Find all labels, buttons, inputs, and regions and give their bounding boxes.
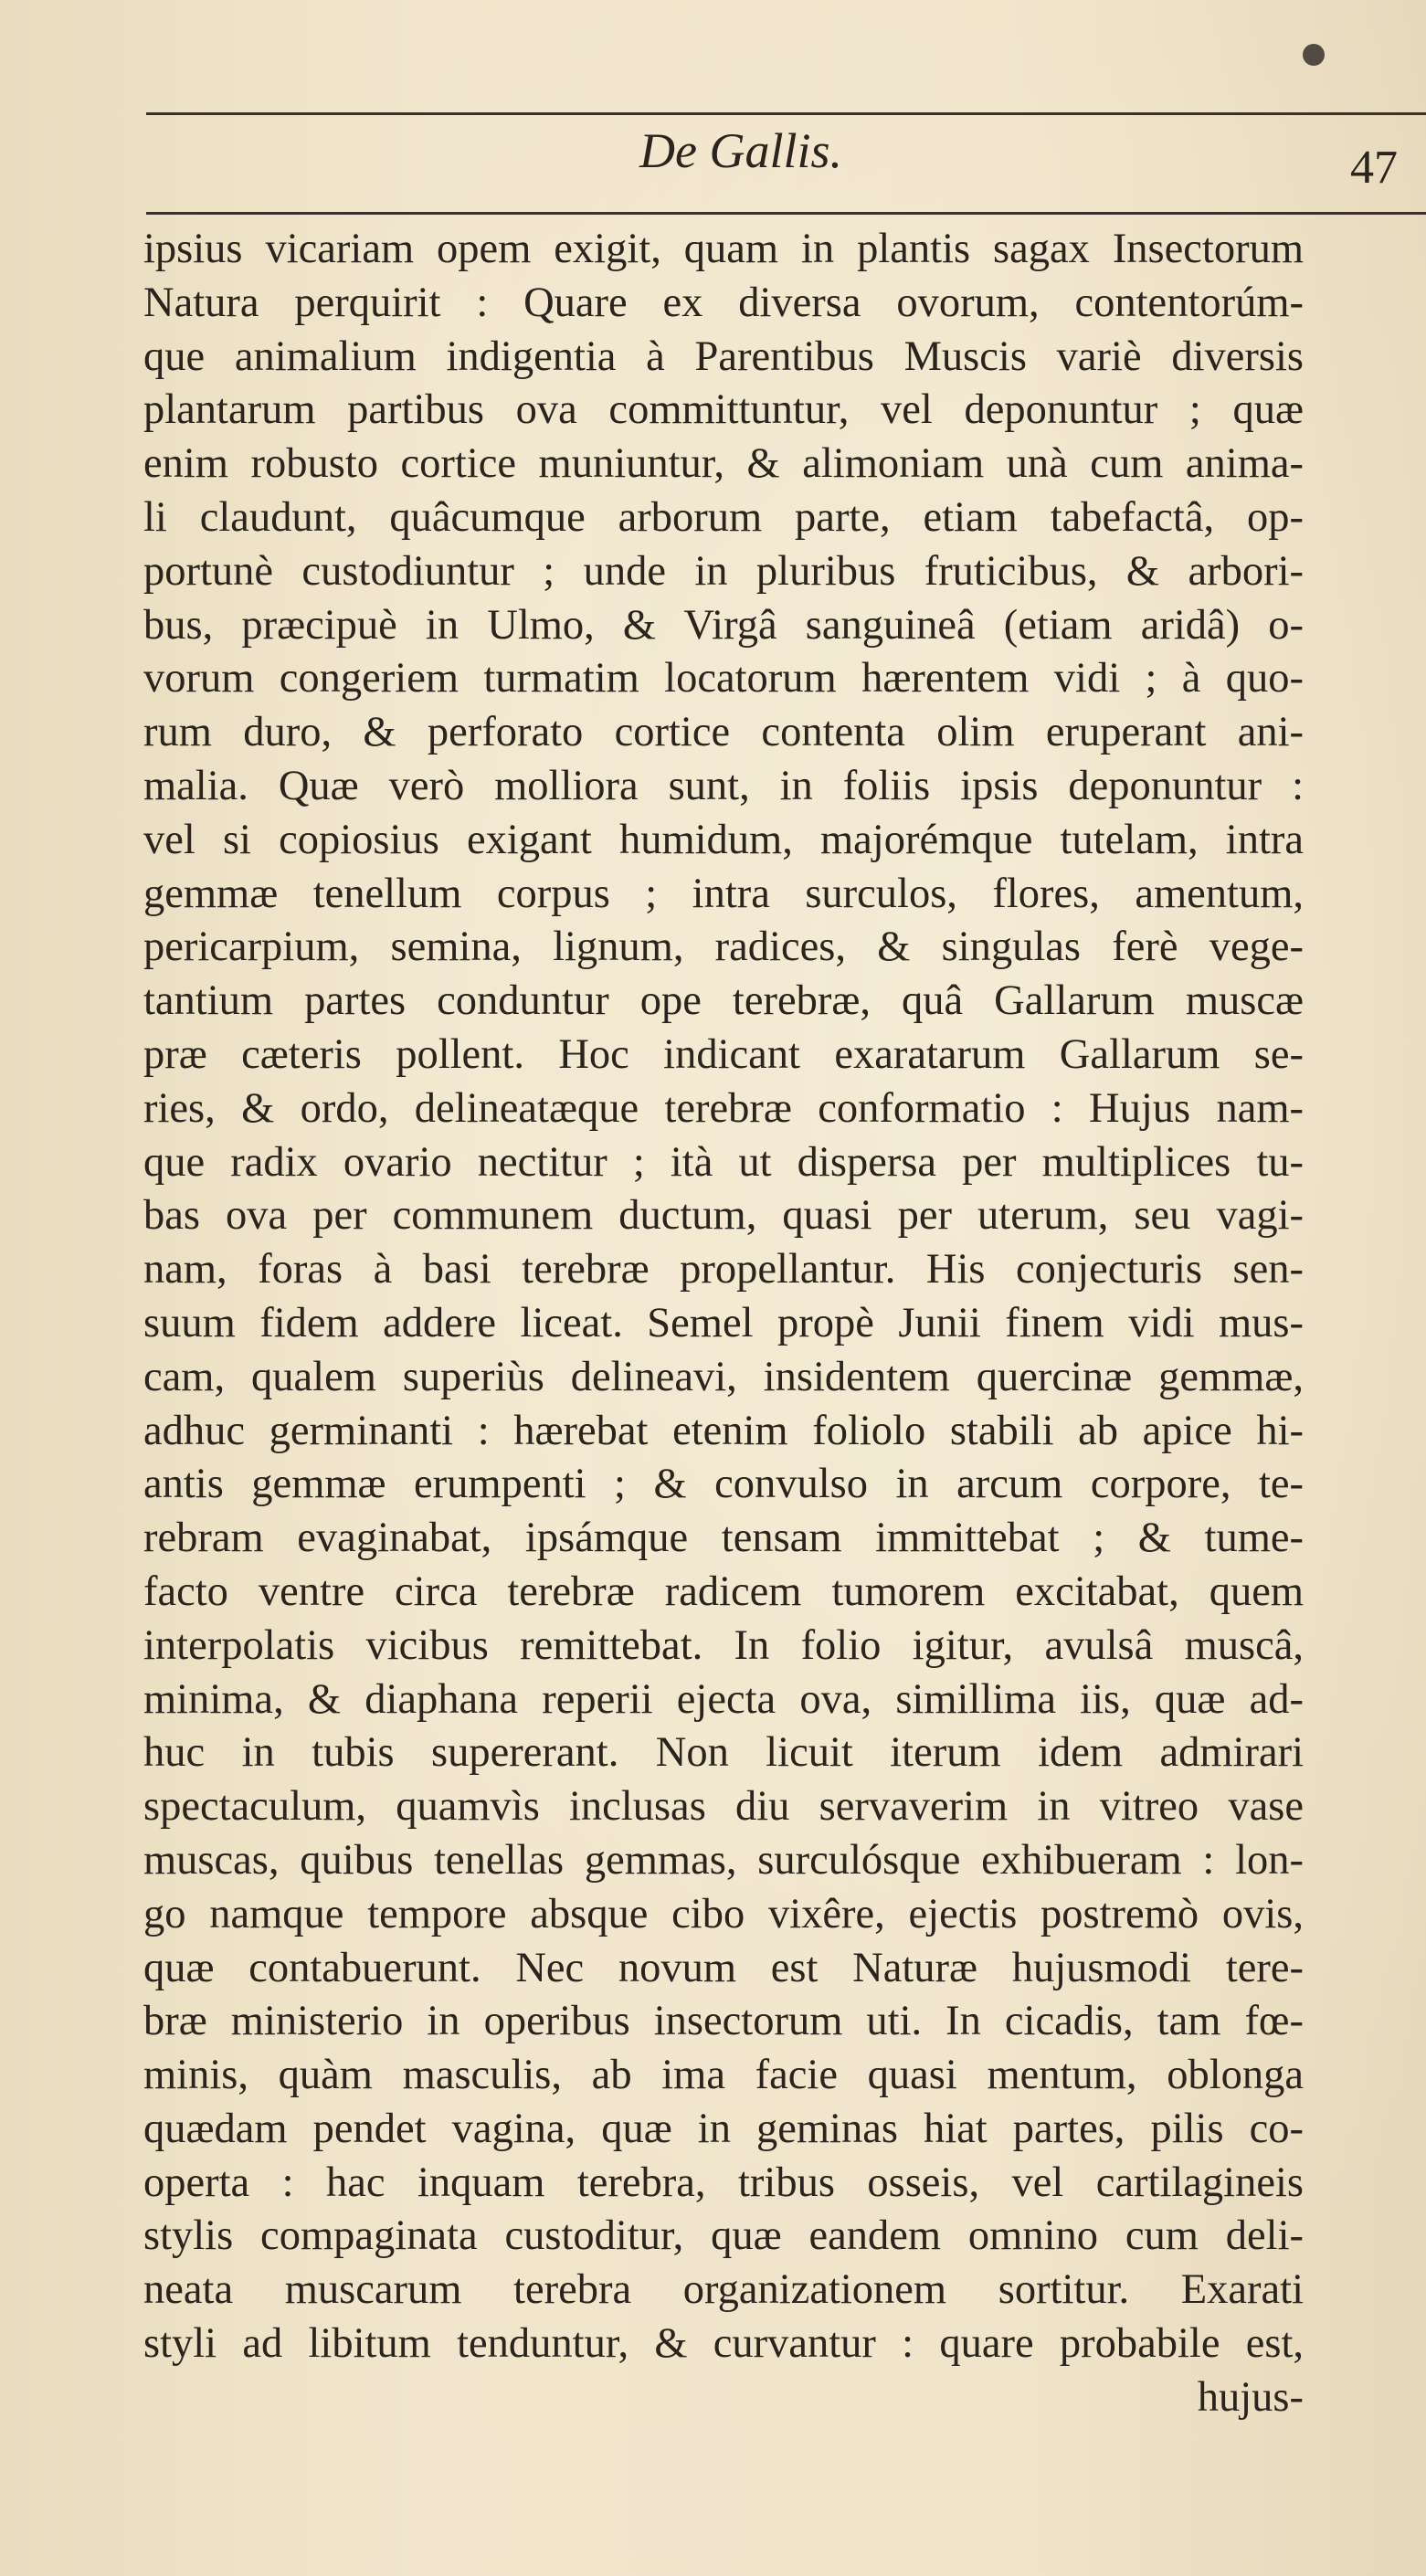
text-line: minis, quàm masculis, ab ima facie quasi mentum, oblonga xyxy=(143,2052,1304,2099)
header-rule-top xyxy=(146,112,1426,115)
text-line: neata muscarum terebra organizationem sortitur. Exarati xyxy=(143,2266,1304,2314)
text-line: vorum congeriem turmatim locatorum hærentem vidi ; à quo- xyxy=(143,655,1304,702)
text-line: tantium partes conduntur ope terebræ, quâ Gallarum muscæ xyxy=(143,977,1304,1025)
text-line: præ cæteris pollent. Hoc indicant exaratarum Gallarum se- xyxy=(143,1030,1304,1078)
text-line: antis gemmæ erumpenti ; & convulso in arcum corpore, te- xyxy=(143,1461,1304,1508)
text-line: gemmæ tenellum corpus ; intra surculos, flores, amentum, xyxy=(143,870,1304,917)
text-line: bas ova per communem ductum, quasi per uterum, seu vagi- xyxy=(143,1192,1304,1240)
text-line: li claudunt, quâcumque arborum parte, etiam tabefactâ, op- xyxy=(143,493,1304,541)
text-line: rum duro, & perforato cortice contenta olim eruperant ani- xyxy=(143,709,1304,756)
text-line: que animalium indigentia à Parentibus Muscis variè diversis xyxy=(143,333,1304,380)
text-line: malia. Quæ verò molliora sunt, in foliis ipsis deponuntur : xyxy=(143,762,1304,809)
text-line: ries, & ordo, delineatæque terebræ conformatio : Hujus nam- xyxy=(143,1084,1304,1132)
text-line: adhuc germinanti : hærebat etenim foliolo stabili ab apice hi- xyxy=(143,1407,1304,1454)
catchword: hujus- xyxy=(1197,2373,1304,2421)
text-line: rebram evaginabat, ipsámque tensam immittebat ; & tume- xyxy=(143,1515,1304,1562)
text-line: bus, præcipuè in Ulmo, & Virgâ sanguineâ (etiam aridâ) o- xyxy=(143,601,1304,649)
running-head: De Gallis. xyxy=(639,123,842,178)
text-line: bræ ministerio in operibus insectorum uti. In cicadis, tam fœ- xyxy=(143,1998,1304,2045)
text-line: plantarum partibus ova committuntur, vel deponuntur ; quæ xyxy=(143,386,1304,434)
text-line: huc in tubis supererant. Non licuit iterum idem admirari xyxy=(143,1729,1304,1777)
text-line: quæ contabuerunt. Nec novum est Naturæ hujusmodi tere- xyxy=(143,1944,1304,1991)
text-line: portunè custodiuntur ; unde in pluribus fruticibus, & arbori- xyxy=(143,547,1304,595)
header-rule-bottom xyxy=(146,212,1426,215)
text-line: interpolatis vicibus remittebat. In folio igitur, avulsâ muscâ, xyxy=(143,1621,1304,1669)
text-line: Natura perquirit : Quare ex diversa ovorum, contentorúm- xyxy=(143,279,1304,326)
text-line: facto ventre circa terebræ radicem tumorem excitabat, quem xyxy=(143,1568,1304,1615)
text-line: ipsius vicariam opem exigit, quam in plantis sagax Insectorum xyxy=(143,226,1304,272)
text-line: operta : hac inquam terebra, tribus osseis, vel cartilagineis xyxy=(143,2159,1304,2206)
text-line: minima, & diaphana reperii ejecta ova, simillima iis, quæ ad- xyxy=(143,1675,1304,1723)
text-line: suum fidem addere liceat. Semel propè Junii finem vidi mus- xyxy=(143,1299,1304,1346)
text-line: styli ad libitum tenduntur, & curvantur : quare probabile est, xyxy=(143,2320,1304,2368)
text-line: muscas, quibus tenellas gemmas, surculósque exhibueram : lon- xyxy=(143,1836,1304,1884)
text-line: vel si copiosius exigant humidum, majorémque tutelam, intra xyxy=(143,816,1304,863)
text-line: stylis compaginata custoditur, quæ eandem omnino cum deli- xyxy=(143,2212,1304,2260)
text-line: enim robusto cortice muniuntur, & alimoniam unà cum anima- xyxy=(143,440,1304,488)
text-line: quædam pendet vagina, quæ in geminas hiat partes, pilis co- xyxy=(143,2105,1304,2152)
text-line: spectaculum, quamvìs inclusas diu servaverim in vitreo vase xyxy=(143,1783,1304,1831)
text-line: cam, qualem superiùs delineavi, insidentem quercinæ gemmæ, xyxy=(143,1353,1304,1400)
text-line: nam, foras à basi terebræ propellantur. His conjecturis sen- xyxy=(143,1246,1304,1293)
text-line: go namque tempore absque cibo vixêre, ejectis postremò ovis, xyxy=(143,1890,1304,1937)
page-number: 47 xyxy=(1350,142,1398,194)
text-line: pericarpium, semina, lignum, radices, & singulas ferè vege- xyxy=(143,924,1304,971)
body-text xyxy=(143,223,1304,2425)
ink-speck xyxy=(1303,44,1325,66)
text-line: que radix ovario nectitur ; ità ut dispersa per multiplices tu- xyxy=(143,1138,1304,1186)
